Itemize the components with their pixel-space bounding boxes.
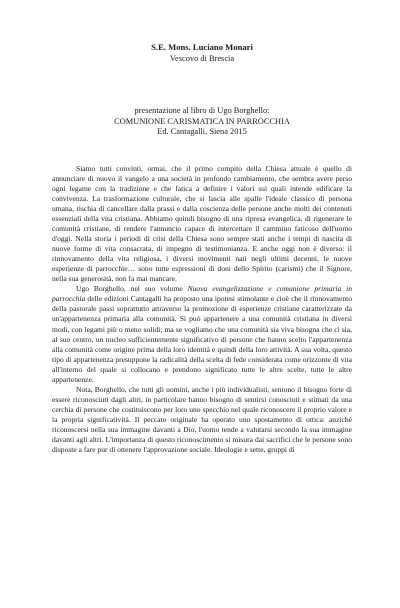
author-role: Vescovo di Brescia [169, 54, 235, 63]
presentation-intro: presentazione al libro di Ugo Borghello: [134, 106, 270, 115]
document-page [0, 42, 400, 608]
author-name: S.E. Mons. Luciano Monari [151, 42, 253, 52]
book-title: COMUNIONE CARISMATICA IN PARROCCHIA [114, 116, 290, 126]
paragraph-3: Nota, Borghello, che tutti gli uomini, anche i più individualisti, sentono il bisogno forte di essere riconosciuti dagli altri, in particolare hanno bisogno di sentirsi conosciuti e stimati da una cerchia di persone che costituiscono per loro uno specchio nel quale riconoscere il proprio valore e la propria significatività. Il peccato originale ha operato uno spostamento di ottica: anziché riconoscersi nella sua immagine davanti a Dio, l'uomo tende a valutarsi secondo la sua immagine davanti agli altri. L'importanza di questo riconoscimento si misura dai sacrifici che le persone sono disposte a fare pur di ottenere l'approvazione sociale. Ideologie e sette, gruppi di [52, 384, 352, 455]
paragraph-2 [52, 284, 352, 384]
paragraph-2-rest: delle edizioni Cantagalli ha proposto una ipotesi stimolante e cioè che il rinnovamento della pastorale passi soprattutto attraverso la promozione di esperienze cristiane caratterizzate da un'appartenenza primaria alla comunità. Si può appartenere a una comunità cristiana in diversi modi, con legami più o meno solidi; ma se vogliamo che una comunità sia viva bisogna che ci sia, al suo centro, un nucleo sufficientemente significativo di persone che hanno scelto l'appartenenza alla comunità come origine prima della loro identità e quindi della loro attività. A sua volta, questo tipo di appartenenza presuppone la radicalità della scelta di fede considerata come orizzonte di vita all'interno del quale si collocano e prendono significato tutte le altre scelte, tutte le altre appartenenze. [52, 294, 352, 384]
paragraph-2-lead: Ugo Borghello, nel suo volume [76, 284, 188, 294]
presentation-block [52, 106, 352, 138]
paragraph-1: Siamo tutti convinti, ormai, che il primo compito della Chiesa attuale è quello di annunciare di nuovo il vangelo a una società in profondo cambiamento, che sembra avere perso ogni legame con la tradizione e che fatica a definire i valori sui quali intende edificare la convivenza. La trasformazione culturale, che si lascia alle spalle l'ideale classico di persona umana, rischia di cancellare dalla prassi e dalla coscienza delle persone anche molti dei contenuti essenziali della vita cristiana. Abbiamo quindi bisogno di una ripresa evangelica, di rigenerare le comunità cristiane, di rendere l'annuncio capace di intercettare il cammino faticoso dell'uomo d'oggi. Nella storia i periodi di crisi della Chiesa sono sempre stati anche i tempi di nascita di nuove forme di vita consacrata, di impegno di testimonianza. E anche oggi non è diverso: il rinnovamento della vita religiosa, i diversi movimenti nati negli ultimi decenni, le nuove esperienze di parrocchie… sono tutte espressioni di doni dello Spirito (carismi) che il Signore, nella sua generosità, non fa mai mancare. [52, 163, 352, 284]
book-reference: Nuova evangelizzazione e comunione primaria in parrocchia [52, 284, 352, 304]
document-header [52, 42, 352, 64]
body-text [52, 164, 352, 455]
publisher-info: Ed. Cantagalli, Siena 2015 [157, 127, 247, 137]
